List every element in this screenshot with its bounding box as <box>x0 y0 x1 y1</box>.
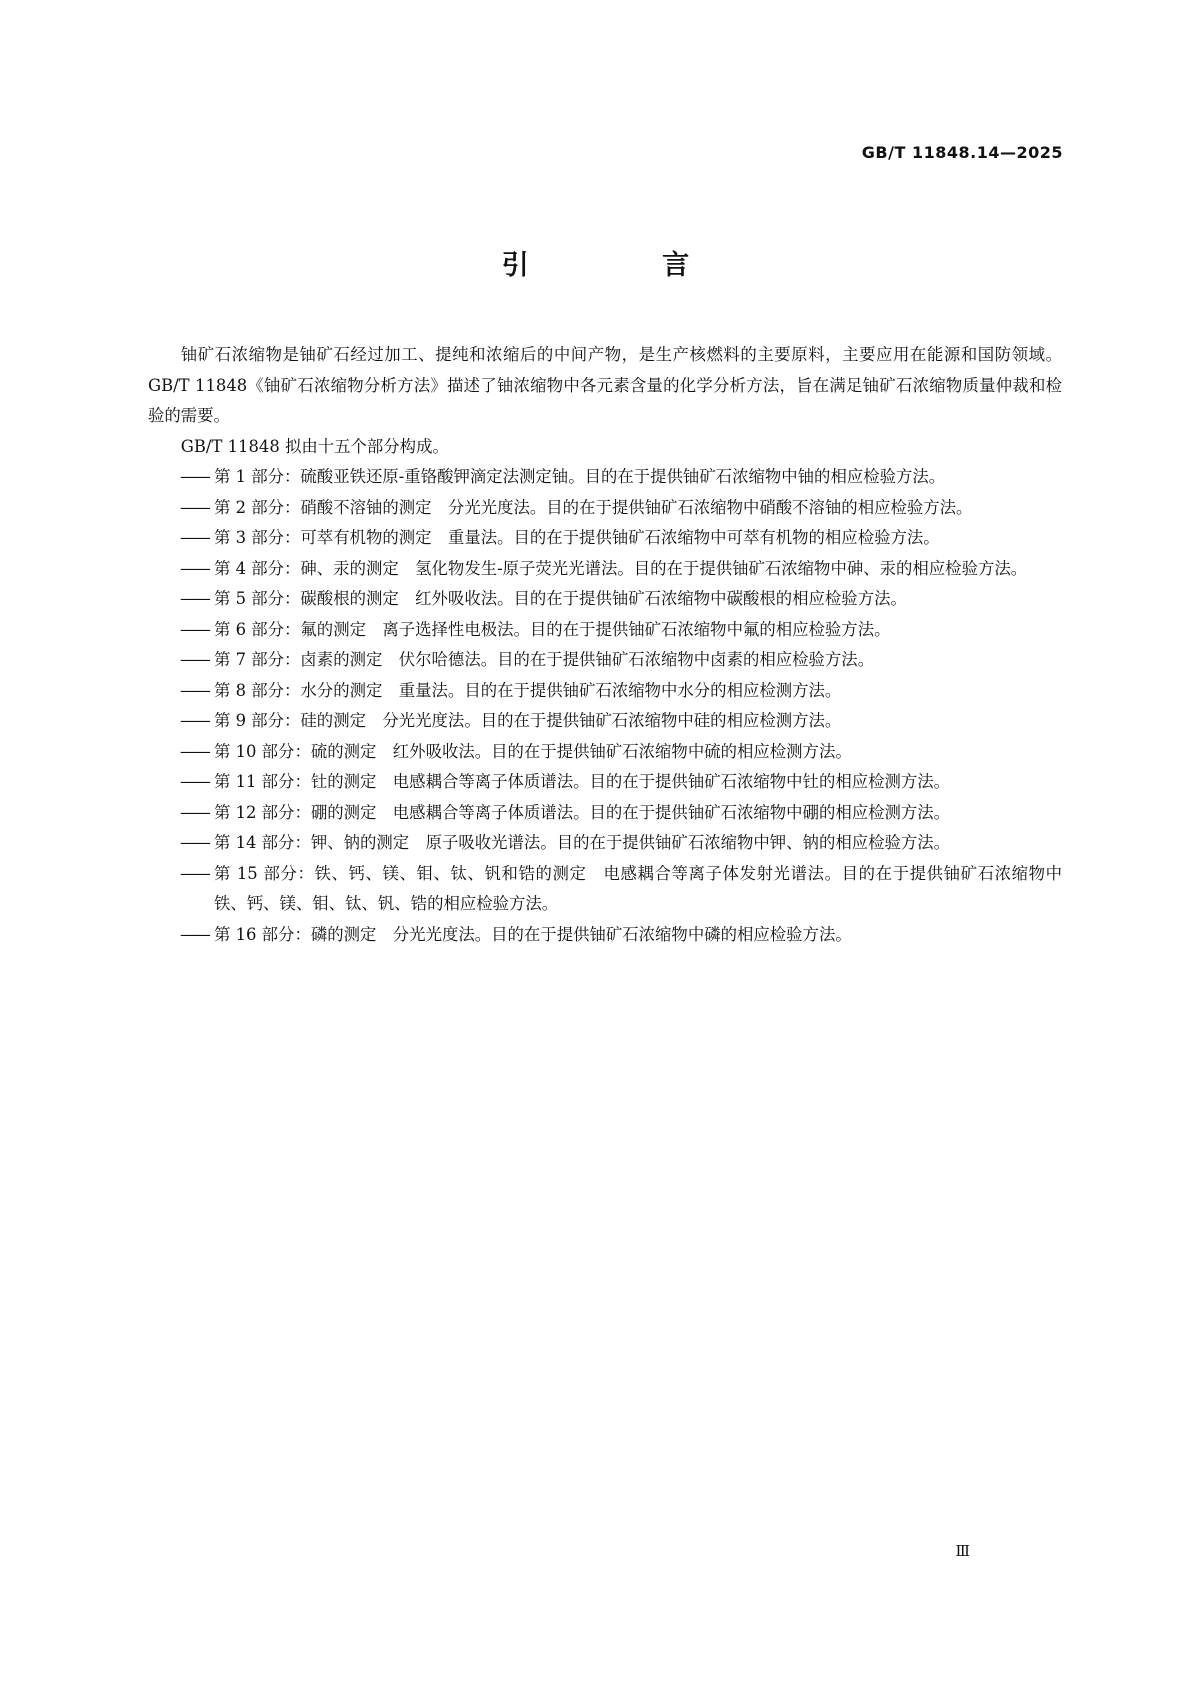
list-item <box>148 737 1062 768</box>
list-dash: —— <box>180 863 209 883</box>
standard-number: GB/T 11848.14—2025 <box>861 143 1063 162</box>
list-dash: —— <box>180 497 209 517</box>
page-title: 引 言 <box>501 250 752 281</box>
list-item-text: 第 11 部分：钍的测定 电感耦合等离子体质谱法。目的在于提供铀矿石浓缩物中钍的相应检测方法。 <box>214 772 951 791</box>
list-item <box>148 554 1062 585</box>
list-dash: —— <box>180 924 209 944</box>
list-item <box>148 828 1062 859</box>
list-item-text: 第 8 部分：水分的测定 重量法。目的在于提供铀矿石浓缩物中水分的相应检测方法。 <box>214 680 842 700</box>
list-dash: —— <box>180 619 209 639</box>
list-dash: —— <box>180 467 209 486</box>
list-item <box>148 523 1062 554</box>
list-item-text: 第 6 部分：氟的测定 离子选择性电极法。目的在于提供铀矿石浓缩物中氟的相应检验方法。 <box>214 619 891 639</box>
list-item <box>148 462 1062 493</box>
list-dash: —— <box>180 772 209 791</box>
list-item <box>148 767 1062 798</box>
list-dash: —— <box>180 650 209 669</box>
list-item-text: 第 10 部分：硫的测定 红外吸收法。目的在于提供铀矿石浓缩物中硫的相应检测方法。 <box>214 741 852 761</box>
list-item <box>148 798 1062 829</box>
list-item <box>148 920 1062 951</box>
list-item <box>148 676 1062 707</box>
introduction-body <box>148 340 1062 950</box>
list-item-text: 第 1 部分：硫酸亚铁还原-重铬酸钾滴定法测定铀。目的在于提供铀矿石浓缩物中铀的相应检验方法。 <box>214 467 946 486</box>
list-dash: —— <box>180 802 209 822</box>
intro-paragraph: 铀矿石浓缩物是铀矿石经过加工、提纯和浓缩后的中间产物，是生产核燃料的主要原料，主要应用在能源和国防领域。GB/T 11848《铀矿石浓缩物分析方法》描述了铀浓缩物中各元素含量的化学分析方法，旨在满足铀矿石浓缩物质量仲裁和检验的需要。 <box>148 345 1062 425</box>
parts-summary-paragraph: GB/T 11848 拟由十五个部分构成。 <box>180 436 449 456</box>
list-item-text: 第 5 部分：碳酸根的测定 红外吸收法。目的在于提供铀矿石浓缩物中碳酸根的相应检验方法。 <box>214 589 907 608</box>
list-item-text: 第 12 部分：硼的测定 电感耦合等离子体质谱法。目的在于提供铀矿石浓缩物中硼的相应检测方法。 <box>214 802 951 822</box>
list-dash: —— <box>180 833 209 852</box>
list-item <box>148 615 1062 646</box>
list-item-text: 第 14 部分：钾、钠的测定 原子吸收光谱法。目的在于提供铀矿石浓缩物中钾、钠的相应检验方法。 <box>214 833 951 852</box>
list-dash: —— <box>180 680 209 700</box>
list-item-text: 第 3 部分：可萃有机物的测定 重量法。目的在于提供铀矿石浓缩物中可萃有机物的相应检验方法。 <box>214 528 940 547</box>
list-item <box>148 706 1062 737</box>
parts-list <box>148 462 1062 950</box>
list-dash: —— <box>180 741 209 761</box>
list-dash: —— <box>180 558 209 578</box>
list-item <box>148 859 1062 920</box>
list-dash: —— <box>180 711 209 730</box>
list-item <box>148 493 1062 524</box>
list-item-text: 第 2 部分：硝酸不溶铀的测定 分光光度法。目的在于提供铀矿石浓缩物中硝酸不溶铀的相应检验方法。 <box>214 497 973 517</box>
list-item-text: 第 4 部分：砷、汞的测定 氢化物发生-原子荧光光谱法。目的在于提供铀矿石浓缩物中砷、汞的相应检验方法。 <box>214 558 1028 578</box>
list-item-text: 第 15 部分：铁、钙、镁、钼、钛、钒和锆的测定 电感耦合等离子体发射光谱法。目的在于提供铀矿石浓缩物中铁、钙、镁、钼、钛、钒、锆的相应检验方法。 <box>214 863 1062 913</box>
list-item-text: 第 7 部分：卤素的测定 伏尔哈德法。目的在于提供铀矿石浓缩物中卤素的相应检验方法。 <box>214 650 875 669</box>
list-item <box>148 584 1062 615</box>
list-item-text: 第 9 部分：硅的测定 分光光度法。目的在于提供铀矿石浓缩物中硅的相应检测方法。 <box>214 711 842 730</box>
list-dash: —— <box>180 528 209 547</box>
page-number: Ⅲ <box>955 1542 970 1560</box>
list-item <box>148 645 1062 676</box>
list-dash: —— <box>180 589 209 608</box>
list-item-text: 第 16 部分：磷的测定 分光光度法。目的在于提供铀矿石浓缩物中磷的相应检验方法。 <box>214 924 852 944</box>
